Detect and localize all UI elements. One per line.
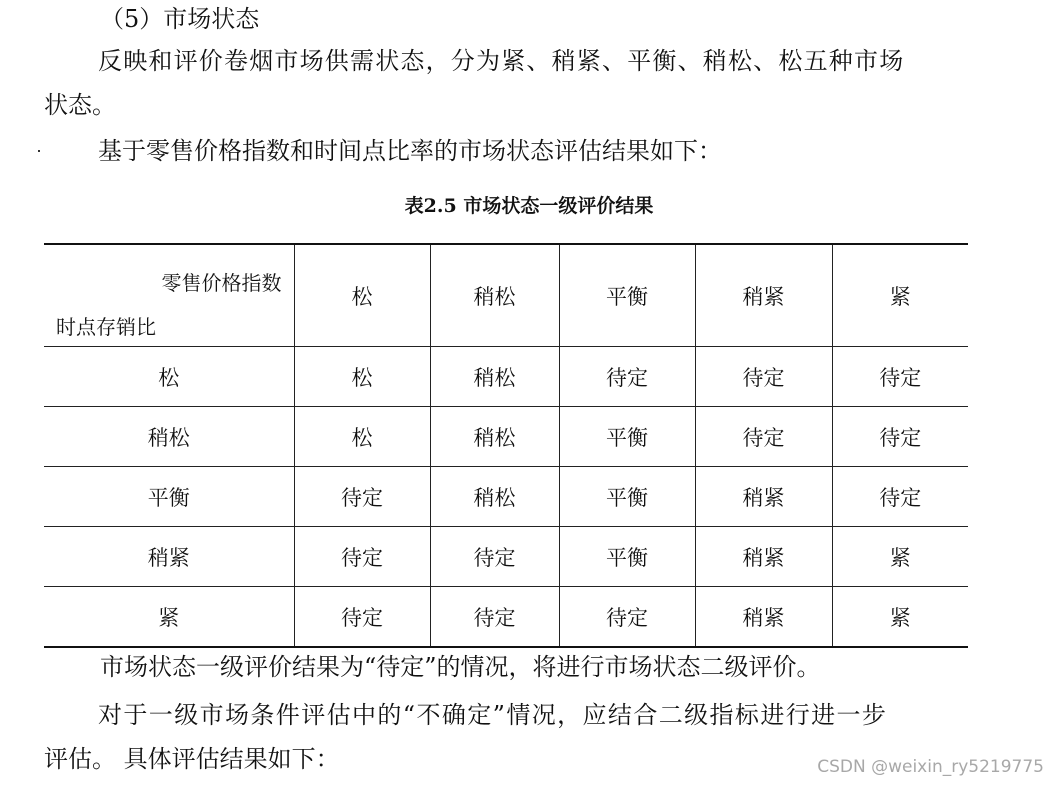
column-header: 平衡	[559, 244, 695, 347]
table-cell: 待定	[832, 347, 968, 407]
table-cell: 平衡	[559, 467, 695, 527]
table-row	[44, 587, 968, 648]
table-cell: 松	[294, 347, 430, 407]
table-header-row	[44, 244, 968, 347]
table-cell: 稍紧	[695, 527, 832, 587]
column-header: 松	[294, 244, 430, 347]
section-heading: （5）市场状态	[100, 5, 260, 33]
table-cell: 平衡	[559, 407, 695, 467]
corner-bottom-label: 时点存销比	[56, 315, 156, 339]
table-corner-cell	[44, 244, 294, 347]
table-cell: 待定	[294, 467, 430, 527]
table-cell: 紧	[832, 527, 968, 587]
market-state-table	[44, 243, 968, 648]
table-row	[44, 527, 968, 587]
table-cell: 待定	[559, 587, 695, 648]
table-cell: 待定	[695, 407, 832, 467]
table-cell: 待定	[832, 467, 968, 527]
table-row	[44, 347, 968, 407]
column-header: 紧	[832, 244, 968, 347]
paragraph-3: 市场状态一级评价结果为“待定”的情况，将进行市场状态二级评价。	[100, 653, 821, 681]
row-header: 稍松	[44, 407, 294, 467]
table-caption: 表2.5 市场状态一级评价结果	[404, 195, 654, 217]
table-cell: 稍紧	[695, 587, 832, 648]
table-cell: 稍松	[430, 347, 559, 407]
corner-top-label: 零售价格指数	[161, 271, 282, 295]
paragraph-1-line-1: 反映和评价卷烟市场供需状态，分为紧、稍紧、平衡、稍松、松五种市场	[98, 47, 905, 75]
table-cell: 待定	[695, 347, 832, 407]
table-cell: 紧	[832, 587, 968, 648]
table-cell: 稍松	[430, 407, 559, 467]
table-cell: 稍紧	[695, 467, 832, 527]
row-header: 稍紧	[44, 527, 294, 587]
paragraph-4-line-1: 对于一级市场条件评估中的“不确定”情况，应结合二级指标进行进一步	[98, 701, 888, 729]
table-cell: 平衡	[559, 527, 695, 587]
column-header: 稍紧	[695, 244, 832, 347]
table-row	[44, 467, 968, 527]
table-cell: 待定	[430, 527, 559, 587]
paragraph-2: 基于零售价格指数和时间点比率的市场状态评估结果如下：	[98, 137, 722, 165]
paragraph-4-line-2: 评估。 具体评估结果如下：	[44, 745, 340, 773]
stray-dot	[38, 150, 40, 152]
table-cell: 稍松	[430, 467, 559, 527]
row-header: 松	[44, 347, 294, 407]
paragraph-1-line-2: 状态。	[44, 91, 116, 119]
table-cell: 待定	[559, 347, 695, 407]
table-row	[44, 407, 968, 467]
row-header: 平衡	[44, 467, 294, 527]
table-cell: 待定	[294, 527, 430, 587]
table-cell: 待定	[294, 587, 430, 648]
table-cell: 松	[294, 407, 430, 467]
column-header: 稍松	[430, 244, 559, 347]
table-cell: 待定	[430, 587, 559, 648]
csdn-watermark: CSDN @weixin_ry5219775	[817, 757, 1044, 777]
table-cell: 待定	[832, 407, 968, 467]
row-header: 紧	[44, 587, 294, 648]
